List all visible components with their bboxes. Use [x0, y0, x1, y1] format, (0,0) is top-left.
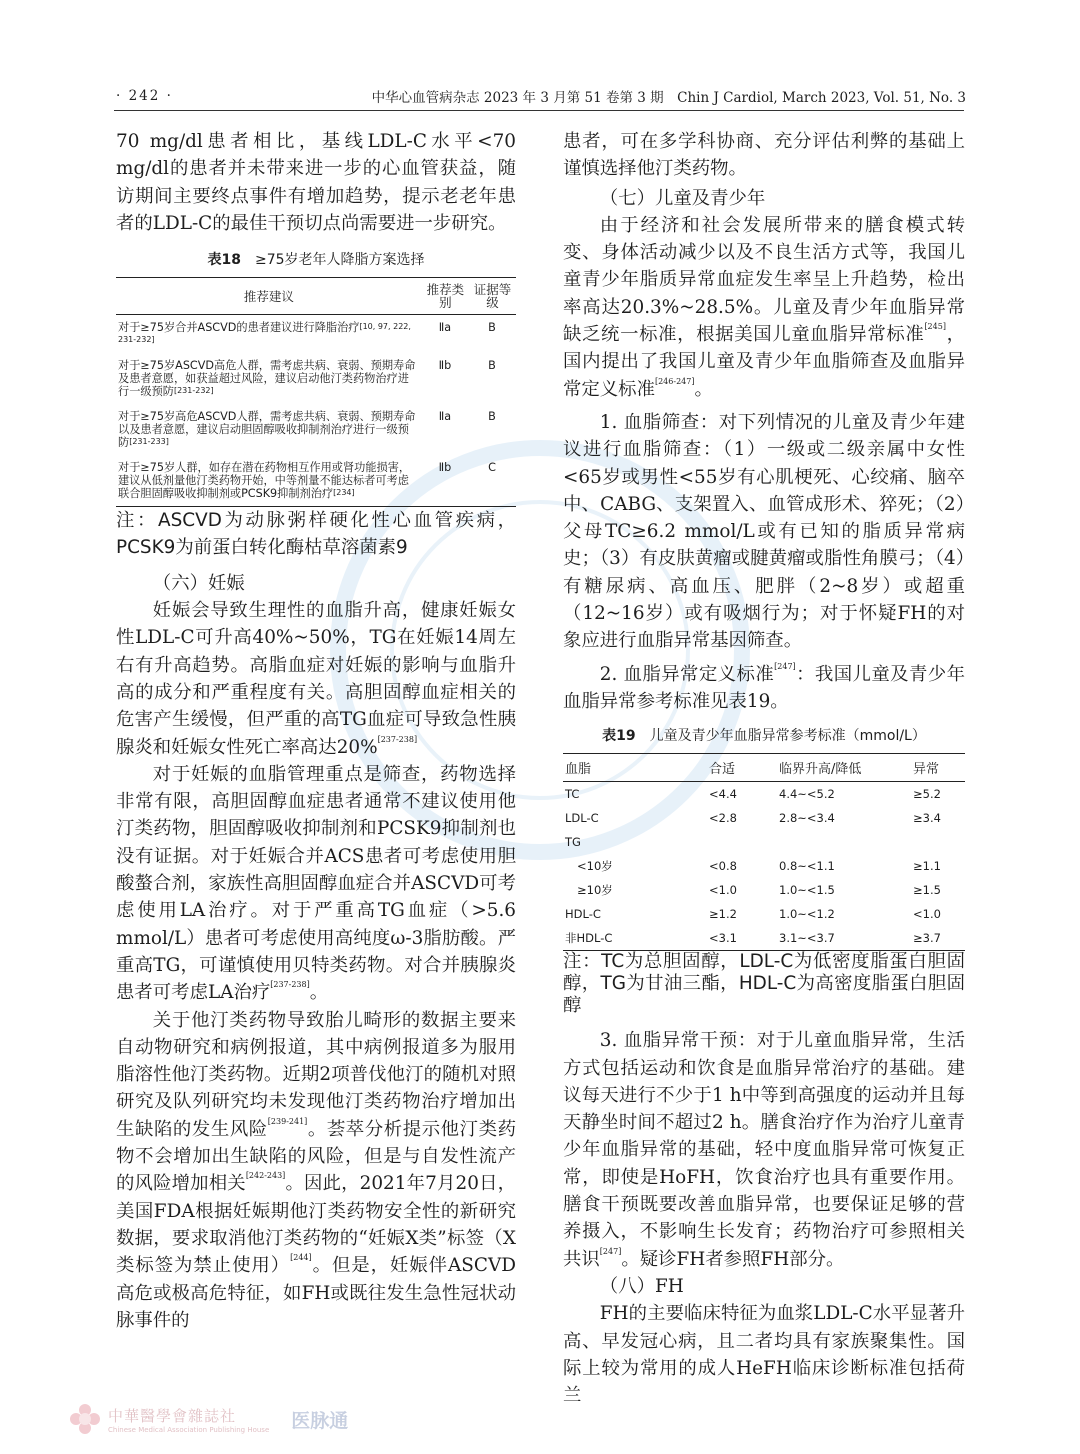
- publisher-logo: [70, 1398, 510, 1440]
- section-heading-children: （七）儿童及青少年: [599, 187, 766, 209]
- paragraph: 患者，可在多学科协商、充分评估利弊的基础上谨慎选择他汀类药物。: [563, 131, 965, 180]
- recommendation-text: 对于≥75岁高危ASCVD人群，需考虑共病、衰弱、预期寿命以及患者意愿，建议启动胆固醇吸收抑制剂治疗进行一级预防: [118, 410, 416, 450]
- paragraph: 由于经济和社会发展所带来的膳食模式转变、身体活动减少以及不良生活方式等，我国儿童青少年脂质异常血症发生率呈上升趋势，检出率高达20.3%~28.5%。儿童及青少年血脂异常缺乏统一标准，根据美国儿童血脂异常标准[245]，国内提出了我国儿童及青少年血脂筛查及血脂异常定义标准[246-247]。: [563, 214, 965, 400]
- table-row: TC <4.4 4.4~<5.2 ≥5.2: [565, 787, 941, 802]
- paragraph: 1. 血脂筛查：对下列情况的儿童及青少年建议进行血脂筛查：（1）一级或二级亲属中女性<65岁或男性<55岁有心肌梗死、心绞痛、脑卒中、CABG、支架置入、血管成形术、猝死；（2）父母TC≥6.2 mmol/L或有已知的脂质异常病史；（3）有皮肤黄瘤或腱黄瘤或脂性角膜弓；（4）有糖尿病、高血压、肥胖（2~8岁）或超重（12~16岁）或有吸烟行为；对于怀疑FH的对象应进行血脂异常基因筛查。: [563, 411, 965, 652]
- table-label: 表18: [207, 252, 241, 269]
- recommendation-class: Ⅱb: [438, 359, 452, 373]
- table-row: ≥10岁 <1.0 1.0~<1.5 ≥1.5: [577, 883, 941, 898]
- journal-citation: 中华心血管病杂志 2023 年 3 月第 51 卷第 3 期 Chin J Cardiol, March 2023, Vol. 51, No. 3: [371, 90, 966, 106]
- table-header: 推荐建议: [116, 278, 422, 315]
- paragraph: FH的主要临床特征为血浆LDL-C水平显著升高、早发冠心病，且二者均具有家族聚集性。国际上较为常用的成人HeFH临床诊断标准包括荷兰: [563, 1303, 965, 1407]
- left-column: [116, 128, 516, 1334]
- citation-ref: [245]: [924, 322, 946, 332]
- citation-ref: [242-243]: [245, 1171, 286, 1181]
- table-title: ≥75岁老年人降脂方案选择: [254, 252, 425, 269]
- recommendation-text: 对于≥75岁人群，如存在潜在药物相互作用或肾功能损害，建议从低剂量他汀类药物开始，中等剂量不能达标者可考虑联合胆固醇吸收抑制剂或PCSK9抑制剂治疗: [118, 461, 411, 501]
- table-row: [116, 455, 516, 507]
- publisher-name-en: Chinese Medical Association Publishing House: [108, 1425, 270, 1434]
- table-row: TG: [565, 835, 581, 850]
- table-label: 表19: [602, 728, 636, 745]
- table18: [116, 277, 516, 507]
- table-header: 推荐类别: [422, 278, 469, 315]
- flower-icon: [70, 1404, 100, 1434]
- recommendation-text: 对于≥75岁合并ASCVD的患者建议进行降脂治疗: [118, 321, 360, 335]
- evidence-level: B: [488, 410, 496, 424]
- evidence-level: B: [488, 321, 496, 335]
- table19: [563, 753, 965, 951]
- recommendation-class: Ⅱa: [438, 410, 452, 424]
- table-header: 证据等级: [469, 278, 516, 315]
- paragraph: 3. 血脂异常干预：对于儿童血脂异常，生活方式包括运动和饮食是血脂异常治疗的基础。建议每天进行不少于1 h中等到高强度的运动并且每天静坐时间不超过2 h。膳食治疗作为治疗儿童青少年血脂异常的基础，轻中度血脂异常可恢复正常，即使是HoFH，饮食治疗也具有重要作用。膳食干预既要改善血脂异常，也要保证足够的营养摄入，不影响生长发育；药物治疗可参照相关共识[247]。疑诊FH者参照FH部分。: [563, 1030, 965, 1270]
- paragraph: 对于妊娠的血脂管理重点是筛查，药物选择非常有限，高胆固醇血症患者通常不建议使用他汀类药物，胆固醇吸收抑制剂和PCSK9抑制剂也没有证据。对于妊娠合并ACS患者可考虑使用胆酸螯合剂，家族性高胆固醇血症合并ASCVD可考虑使用LA治疗。对于严重高TG血症（>5.6 mmol/L）患者可考虑使用高纯度ω-3脂肪酸。严重高TG，可谨慎使用贝特类药物。对合并胰腺炎患者可考虑LA治疗[237-238]。: [116, 763, 516, 1004]
- citation-ref: [237-238]: [270, 980, 310, 990]
- citation-ref: [234]: [333, 488, 355, 498]
- table-title: 儿童及青少年血脂异常参考标准（mmol/L）: [649, 728, 926, 745]
- table-row: [116, 353, 516, 404]
- paragraph: 妊娠会导致生理性的血脂升高，健康妊娠女性LDL-C可升高40%~50%，TG在妊娠14周左右有升高趋势。高脂血症对妊娠的影响与血脂升高的成分和严重程度有关。高胆固醇血症相关的危害产生缓慢，但严重的高TG血症可导致急性胰腺炎和妊娠女性死亡率高达20%[237-238]: [116, 600, 516, 758]
- evidence-level: C: [488, 461, 496, 475]
- table-header: 临界升高/降低: [777, 754, 911, 782]
- table-row: 非HDL-C <3.1 3.1~<3.7 ≥3.7: [565, 931, 941, 946]
- citation-ref: [10, 97, 222, 231-232]: [118, 322, 411, 345]
- citation-ref: [247]: [599, 1246, 622, 1256]
- table18-note: 注：ASCVD为动脉粥样硬化性心血管疾病，PCSK9为前蛋白转化酶枯草溶菌素9: [116, 510, 516, 559]
- brand-logo: 医脉通: [291, 1409, 349, 1432]
- running-header: [116, 84, 966, 108]
- table19-caption: [563, 725, 965, 745]
- table-row: <10岁 <0.8 0.8~<1.1 ≥1.1: [577, 859, 941, 874]
- table-row: HDL-C ≥1.2 1.0~<1.2 <1.0: [565, 907, 941, 922]
- section-heading-pregnancy: （六）妊娠: [152, 572, 245, 594]
- section-heading-fh: （八）FH: [599, 1275, 684, 1297]
- table-row: [116, 404, 516, 455]
- citation-ref: [231-233]: [129, 437, 169, 447]
- citation-ref: [247]: [774, 661, 796, 671]
- publisher-name: 中華醫學會雜誌社: [108, 1406, 237, 1425]
- table18-caption: [116, 249, 516, 269]
- page-number: · 242 ·: [116, 88, 173, 104]
- recommendation-text: 对于≥75岁ASCVD高危人群，需考虑共病、衰弱、预期寿命及患者意愿，如获益超过风险，建议启动他汀类药物治疗进行一级预防: [118, 359, 416, 399]
- table-row: [116, 315, 516, 354]
- recommendation-class: Ⅱa: [438, 321, 452, 335]
- citation-ref: [237-238]: [377, 734, 418, 744]
- paragraph: 2. 血脂异常定义标准[247]：我国儿童及青少年血脂异常参考标准见表19。: [563, 661, 965, 712]
- paragraph: 关于他汀类药物导致胎儿畸形的数据主要来自动物研究和病例报道，其中病例报道多为服用脂溶性他汀类药物。近期2项普伐他汀的随机对照研究及队列研究均未发现他汀类药物治疗增加出生缺陷的发生风险[239-241]。荟萃分析提示他汀类药物不会增加出生缺陷的风险，但是与自发性流产的风险增加相关[242-243]。因此，2021年7月20日，美国FDA根据妊娠期他汀类药物安全性的新研究数据，要求取消他汀类药物的“妊娠X类”标签（X类标签为禁止使用）[244]。但是，妊娠伴ASCVD高危或极高危特征，如FH或既往发生急性冠状动脉事件的: [116, 1009, 516, 1331]
- citation-ref: [244]: [290, 1253, 312, 1263]
- citation-ref: [231-232]: [173, 386, 214, 396]
- table-header: 合适: [707, 754, 777, 782]
- recommendation-class: Ⅱb: [438, 461, 452, 475]
- citation-ref: [246-247]: [654, 376, 695, 386]
- paragraph: 70 mg/dl患者相比，基线LDL-C水平<70 mg/dl的患者并未带来进一步的心血管获益，随访期间主要终点事件有增加趋势，提示老老年患者的LDL-C的最佳干预切点尚需要进一步研究。: [116, 131, 516, 234]
- citation-ref: [239-241]: [267, 1116, 308, 1126]
- table-row: LDL-C <2.8 2.8~<3.4 ≥3.4: [565, 811, 941, 826]
- header-rule: [114, 110, 964, 111]
- right-column: [563, 128, 965, 1409]
- table-header: 异常: [911, 754, 965, 782]
- evidence-level: B: [488, 359, 496, 373]
- table-header: 血脂: [563, 754, 707, 782]
- table19-note: 注：TC为总胆固醇，LDL-C为低密度脂蛋白胆固醇，TG为甘油三酯，HDL-C为高密度脂蛋白胆固醇: [563, 951, 965, 1017]
